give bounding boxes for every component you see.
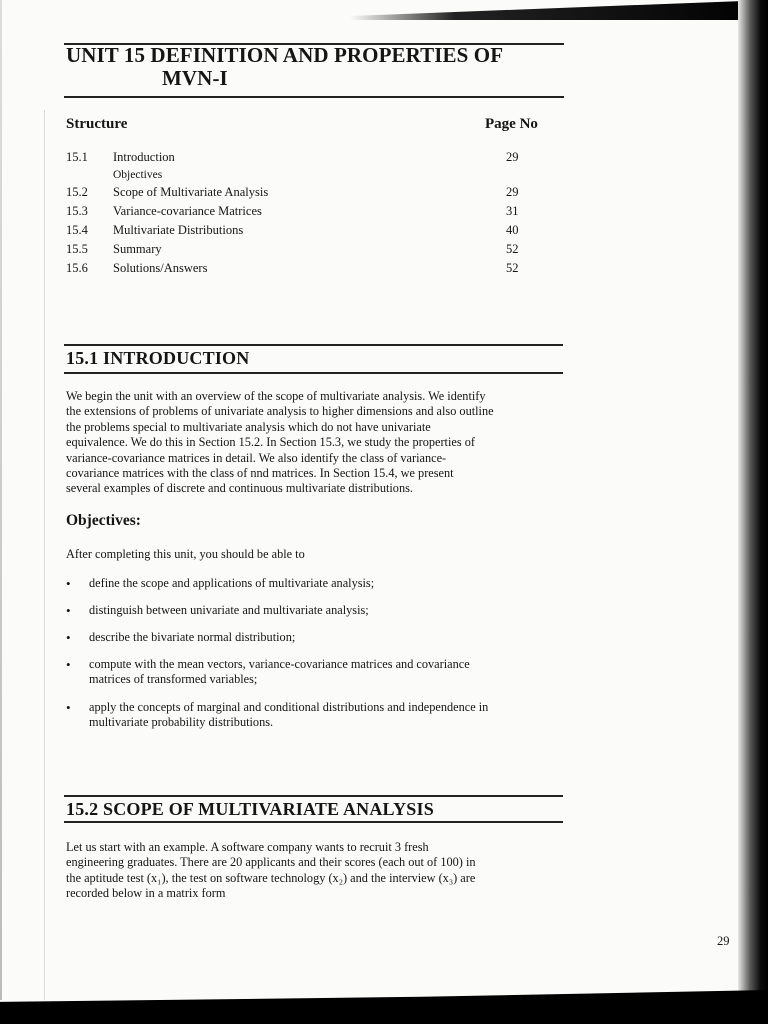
scope-top-rule <box>64 795 563 797</box>
list-item-line: compute with the mean vectors, variance-covariance matrices and covariance <box>89 657 470 671</box>
paragraph-line: variance-covariance matrices in detail. We also identify the class of variance- <box>66 450 447 465</box>
section-heading-scope: 15.2 SCOPE OF MULTIVARIATE ANALYSIS <box>66 799 434 819</box>
toc-row <box>66 183 526 202</box>
scan-bottom-shadow <box>0 990 768 1024</box>
toc-page: 40 <box>506 223 519 237</box>
paragraph-line: Let us start with an example. A software company wants to recruit 3 fresh <box>66 840 429 854</box>
scan-left-edge <box>0 0 2 1000</box>
page-fold-line <box>44 110 45 1000</box>
toc-row <box>66 240 526 259</box>
paragraph-line: several examples of discrete and continuous multivariate distributions. <box>66 481 413 496</box>
paragraph-line: recorded below in a matrix form <box>66 886 226 901</box>
unit-title-line1: UNIT 15 DEFINITION AND PROPERTIES OF <box>66 43 504 67</box>
list-item-line: apply the concepts of marginal and conditional distributions and independence in <box>89 700 489 714</box>
paragraph-line: engineering graduates. There are 20 applicants and their scores (each out of 100) in <box>66 855 476 870</box>
objectives-intro: After completing this unit, you should be able to <box>66 547 305 561</box>
page-no-heading: Page No <box>485 116 538 132</box>
list-item-text: define the scope and applications of multivariate analysis; <box>89 576 375 590</box>
objectives-heading: Objectives: <box>66 512 141 529</box>
toc-label: Solutions/Answers <box>113 261 208 275</box>
toc-page: 29 <box>506 185 519 199</box>
list-item-line: multivariate probability distributions. <box>89 715 274 730</box>
toc-label: Multivariate Distributions <box>113 223 244 237</box>
toc-number: 15.1 <box>66 150 88 164</box>
page-number: 29 <box>717 934 730 948</box>
scan-top-shadow <box>350 0 768 20</box>
toc-label: Objectives <box>113 169 163 181</box>
scope-bottom-rule <box>64 821 563 823</box>
intro-bottom-rule <box>64 372 563 374</box>
toc-page: 52 <box>506 261 519 275</box>
intro-top-rule <box>64 344 563 346</box>
paragraph-line: We begin the unit with an overview of the scope of multivariate analysis. We identify <box>66 389 486 403</box>
scope-paragraph <box>66 840 560 902</box>
toc-row <box>66 202 526 221</box>
toc-row <box>66 221 526 240</box>
toc-number: 15.6 <box>66 261 88 275</box>
toc-page: 29 <box>506 150 519 164</box>
bullet-icon: • <box>66 657 71 672</box>
bullet-icon: • <box>66 603 71 618</box>
unit-title-line2: MVN-I <box>162 66 228 90</box>
toc-number: 15.3 <box>66 204 88 218</box>
toc-row <box>66 167 526 183</box>
bullet-icon: • <box>66 576 71 591</box>
title-bottom-rule <box>64 96 564 98</box>
paragraph-line: equivalence. We do this in Section 15.2. In Section 15.3, we study the properties of <box>66 435 475 450</box>
list-item-text: describe the bivariate normal distribution; <box>89 630 296 644</box>
paragraph-line: the problems special to multivariate analysis which do not have univariate <box>66 419 431 434</box>
toc-label: Summary <box>113 242 162 256</box>
toc-page: 31 <box>506 204 519 218</box>
toc-label: Introduction <box>113 150 175 164</box>
toc-label: Scope of Multivariate Analysis <box>113 185 269 199</box>
paragraph-line: the aptitude test (x₁), the test on software technology (x₂) and the interview (x₃) are <box>66 870 476 885</box>
toc-number: 15.2 <box>66 185 88 199</box>
toc-row <box>66 148 526 167</box>
bullet-icon: • <box>66 700 71 715</box>
paragraph-line: the extensions of problems of univariate analysis to higher dimensions and also outline <box>66 404 494 419</box>
scan-right-shadow <box>738 0 768 1024</box>
toc-label: Variance-covariance Matrices <box>113 204 262 218</box>
introduction-paragraph <box>66 389 560 497</box>
structure-heading: Structure <box>66 116 128 132</box>
list-item-text <box>89 657 557 688</box>
section-heading-introduction: 15.1 INTRODUCTION <box>66 348 250 368</box>
toc-page: 52 <box>506 242 519 256</box>
table-of-contents <box>66 148 526 278</box>
list-item-text: distinguish between univariate and multivariate analysis; <box>89 603 369 617</box>
toc-row <box>66 259 526 278</box>
unit-title <box>66 44 566 90</box>
paragraph-line: covariance matrices with the class of nnd matrices. In Section 15.4, we present <box>66 466 454 481</box>
toc-number: 15.4 <box>66 223 88 237</box>
bullet-icon: • <box>66 630 71 645</box>
list-item-line: matrices of transformed variables; <box>89 672 258 687</box>
list-item-text <box>89 700 557 731</box>
toc-number: 15.5 <box>66 242 88 256</box>
